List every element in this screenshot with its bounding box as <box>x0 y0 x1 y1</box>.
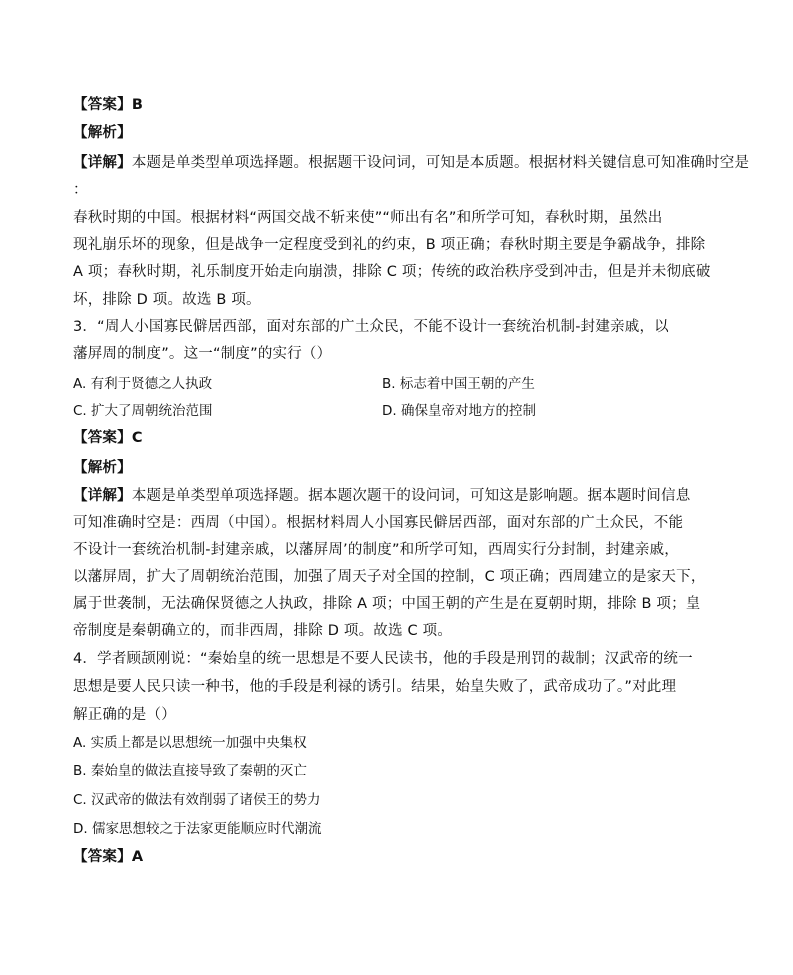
q2-detail-line-4: 现礼崩乐坏的现象，但是战争一定程度受到礼的约束，B 项正确；春秋时期主要是争霸战争，排除 <box>73 237 706 253</box>
q4-option-a: A. 实质上都是以思想统一加强中央集权 <box>73 735 307 751</box>
q4-option-b: B. 秦始皇的做法直接导致了秦朝的灭亡 <box>73 763 307 779</box>
answer-value: B <box>131 97 144 113</box>
q3-option-a: A. 有利于贤德之人执政 <box>73 376 213 392</box>
q2-detail-line-5: A 项；春秋时期，礼乐制度开始走向崩溃，排除 C 项；传统的政治秩序受到冲击，但是并未彻底破 <box>73 264 711 280</box>
q4-stem-line-2: 思想是要人民只读一种书，他的手段是利禄的诱引。结果，始皇失败了，武帝成功了。”对此理 <box>73 679 677 695</box>
q3-stem-line-2: 藩屏周的制度”。这一“制度”的实行（） <box>73 346 332 362</box>
answer-value: A <box>131 849 144 865</box>
q2-answer <box>73 95 143 115</box>
detail-label: 【详解】 <box>73 488 132 504</box>
q4-answer: 【答案】A <box>73 849 144 865</box>
q2-detail-line-3: 春秋时期的中国。根据材料“两国交战不斩来使”“师出有名”和所学可知，春秋时期，虽然出 <box>73 210 663 226</box>
q4-option-c: C. 汉武帝的做法有效削弱了诸侯王的势力 <box>73 792 321 808</box>
q3-option-b: B. 标志着中国王朝的产生 <box>382 376 535 392</box>
q3-detail-line-5: 属于世袭制，无法确保贤德之人执政，排除 A 项；中国王朝的产生是在夏朝时期，排除 B 项；皇 <box>73 596 701 612</box>
q3-option-c: C. 扩大了周朝统治范围 <box>73 403 213 419</box>
q3-detail-line-4: 以藩屏周，扩大了周朝统治范围，加强了周天子对全国的控制，C 项正确；西周建立的是家天下， <box>73 569 706 585</box>
answer-value: C <box>131 430 143 446</box>
q3-stem-line-1: 3．“周人小国寡民僻居西部，面对东部的广土众民，不能不设计一套统治机制-封建亲戚，以 <box>73 319 669 335</box>
answer-label: 【答案】 <box>73 97 132 113</box>
q2-detail-line-6: 坏，排除 D 项。故选 B 项。 <box>73 292 261 308</box>
q3-detail-line-3: 不设计一套统治机制-封建亲戚，以藩屏周’的制度”和所学可知，西周实行分封制，封建亲戚， <box>73 542 679 558</box>
q4-stem-line-3: 解正确的是（） <box>73 707 176 723</box>
q2-detail-line-2: ： <box>73 182 88 198</box>
q3-detail-line-6: 帝制度是秦朝确立的，而非西周，排除 D 项。故选 C 项。 <box>73 623 453 639</box>
q3-analysis-label: 【解析】 <box>73 460 132 476</box>
q2-analysis-label: 【解析】 <box>73 125 132 141</box>
q3-answer: 【答案】C <box>73 430 143 446</box>
q3-detail-line-1: 【详解】本题是单类型单项选择题。据本题次题干的设问词，可知这是影响题。据本题时间信息 <box>73 488 691 504</box>
q2-detail-line-1: 【详解】本题是单类型单项选择题。根据题干设问词，可知是本质题。根据材料关键信息可知准确时空是 <box>73 155 750 171</box>
q4-stem-line-1: 4．学者顾颉刚说：“秦始皇的统一思想是不要人民读书，他的手段是刑罚的裁制；汉武帝的统一 <box>73 651 693 667</box>
q3-option-d: D. 确保皇帝对地方的控制 <box>382 403 536 419</box>
q4-option-d: D. 儒家思想较之于法家更能顺应时代潮流 <box>73 821 322 837</box>
q3-detail-line-2: 可知准确时空是：西周（中国）。根据材料周人小国寡民僻居西部，面对东部的广土众民，不能 <box>73 515 684 531</box>
detail-label: 【详解】 <box>73 155 132 171</box>
